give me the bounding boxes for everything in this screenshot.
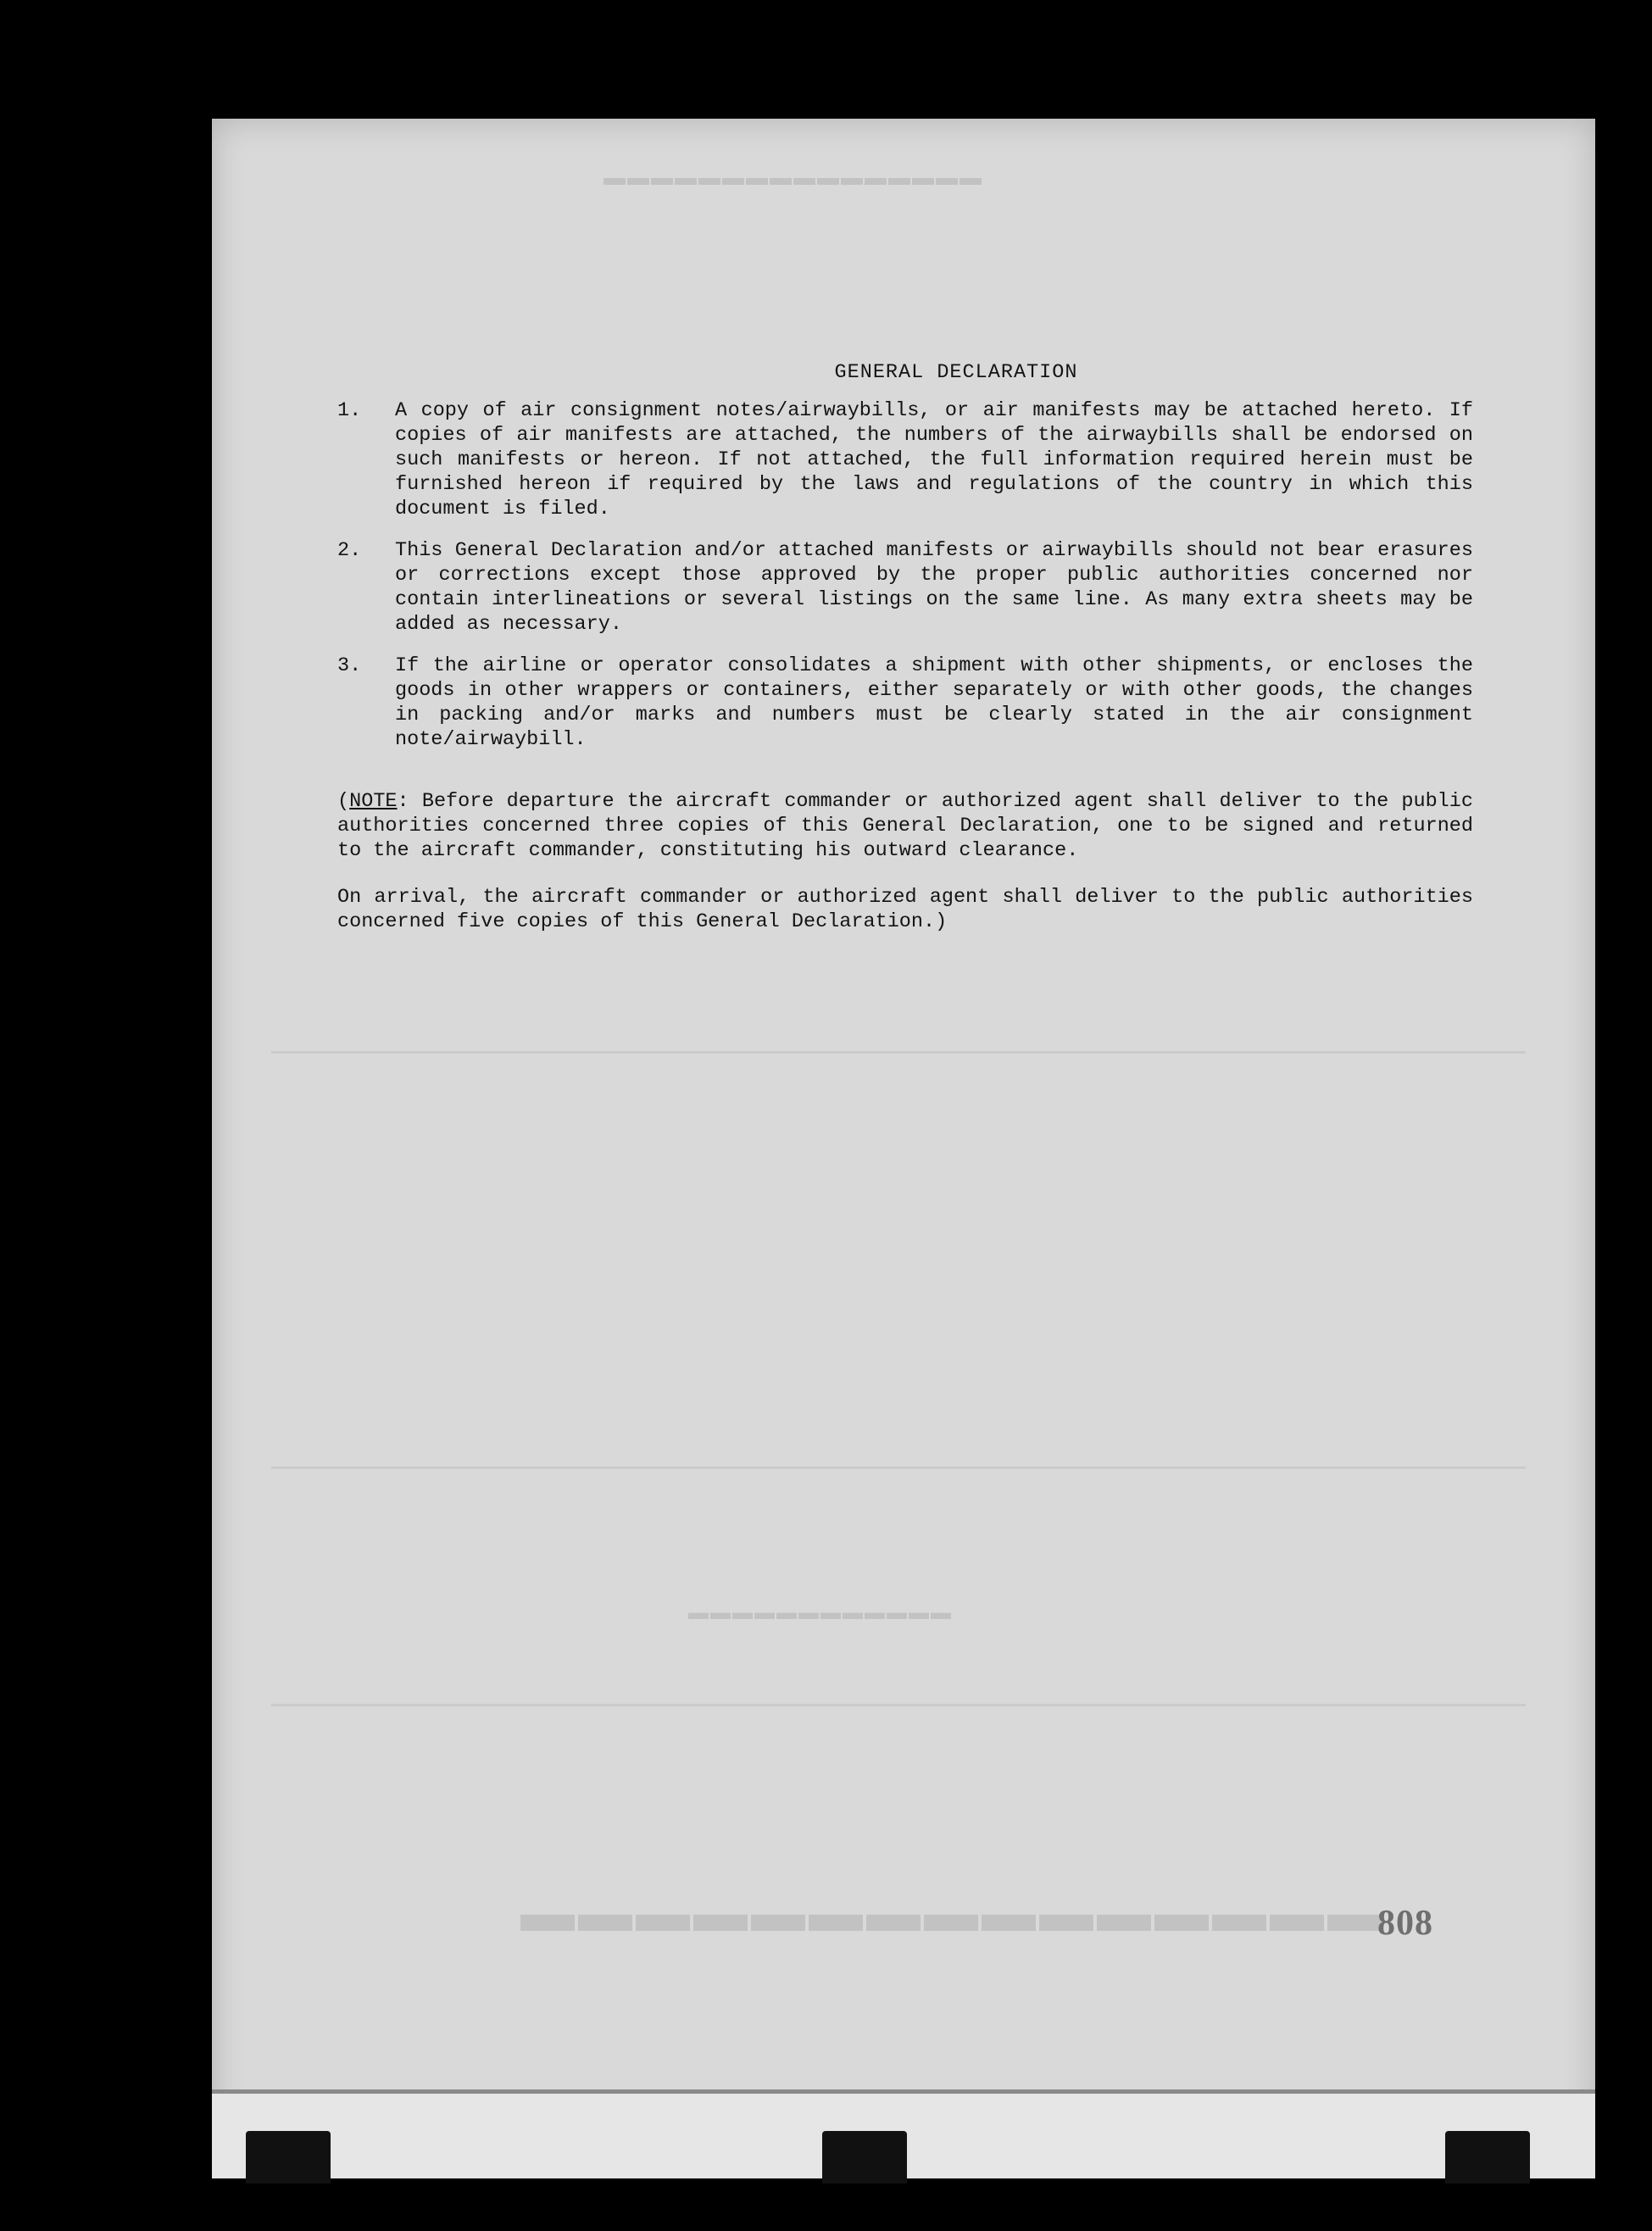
declaration-instructions — [337, 360, 1473, 934]
binder-clip — [1445, 2131, 1530, 2184]
note-open-paren: ( — [337, 790, 350, 813]
binder-clip — [246, 2131, 331, 2184]
document-page — [212, 119, 1595, 2178]
departure-note — [337, 789, 1473, 863]
item-number: 1. — [337, 399, 362, 422]
document-title: GENERAL DECLARATION — [834, 361, 1078, 384]
reverse-side-bleed-through-middle: ▬▬▬▬▬▬▬▬▬▬▬▬ — [687, 1602, 951, 1624]
reverse-side-bleed-through-header: ▬▬▬▬▬▬▬▬▬▬▬▬▬▬▬▬ — [602, 165, 982, 190]
item-text: A copy of air consignment notes/airwaybills, or air manifests may be attached hereto. If copies of air manifests are attached, the numbers of the airwaybills shall be endorsed on such manifests or hereon. If not attached, the full information required herein must be furnished hereon if required by the laws and regulations of the country in which this document is filed. — [395, 399, 1473, 520]
instruction-item — [337, 654, 1473, 752]
arrival-note: On arrival, the aircraft commander or authorized agent shall deliver to the public authorities concerned five copies of this General Declaration.) — [337, 886, 1473, 933]
item-number: 2. — [337, 539, 362, 562]
note-text: Before departure the aircraft commander or authorized agent shall deliver to the public authorities concerned three copies of this General Declaration, one to be signed and returned to the aircraft commander, constituting his outward clearance. — [337, 790, 1473, 862]
item-number: 3. — [337, 654, 362, 677]
instruction-item — [337, 538, 1473, 637]
note-label: NOTE — [349, 790, 398, 813]
binder-clip — [822, 2131, 907, 2184]
item-text: This General Declaration and/or attached manifests or airwaybills should not bear erasures or corrections except those approved by the proper public authorities concerned nor contain interlineations or several listings on the same line. As many extra sheets may be added as necessary. — [395, 539, 1473, 636]
paper-bottom-edge — [212, 2089, 1595, 2178]
reverse-side-rule-line — [271, 1051, 1526, 1054]
note-colon: : — [397, 790, 409, 813]
instruction-item — [337, 398, 1473, 521]
page-number: 808 — [1377, 1904, 1433, 1943]
reverse-side-bleed-through-title: ▬▬▬▬▬▬▬▬▬▬▬▬▬▬▬ — [517, 1883, 1382, 1943]
reverse-side-rule-line — [271, 1704, 1526, 1706]
item-text: If the airline or operator consolidates a shipment with other shipments, or encloses the goods in other wrappers or containers, either separately or with other goods, the changes in packing and/or marks and numbers must be clearly stated in the air consignment note/airwaybill. — [395, 654, 1473, 751]
reverse-side-rule-line — [271, 1466, 1526, 1469]
